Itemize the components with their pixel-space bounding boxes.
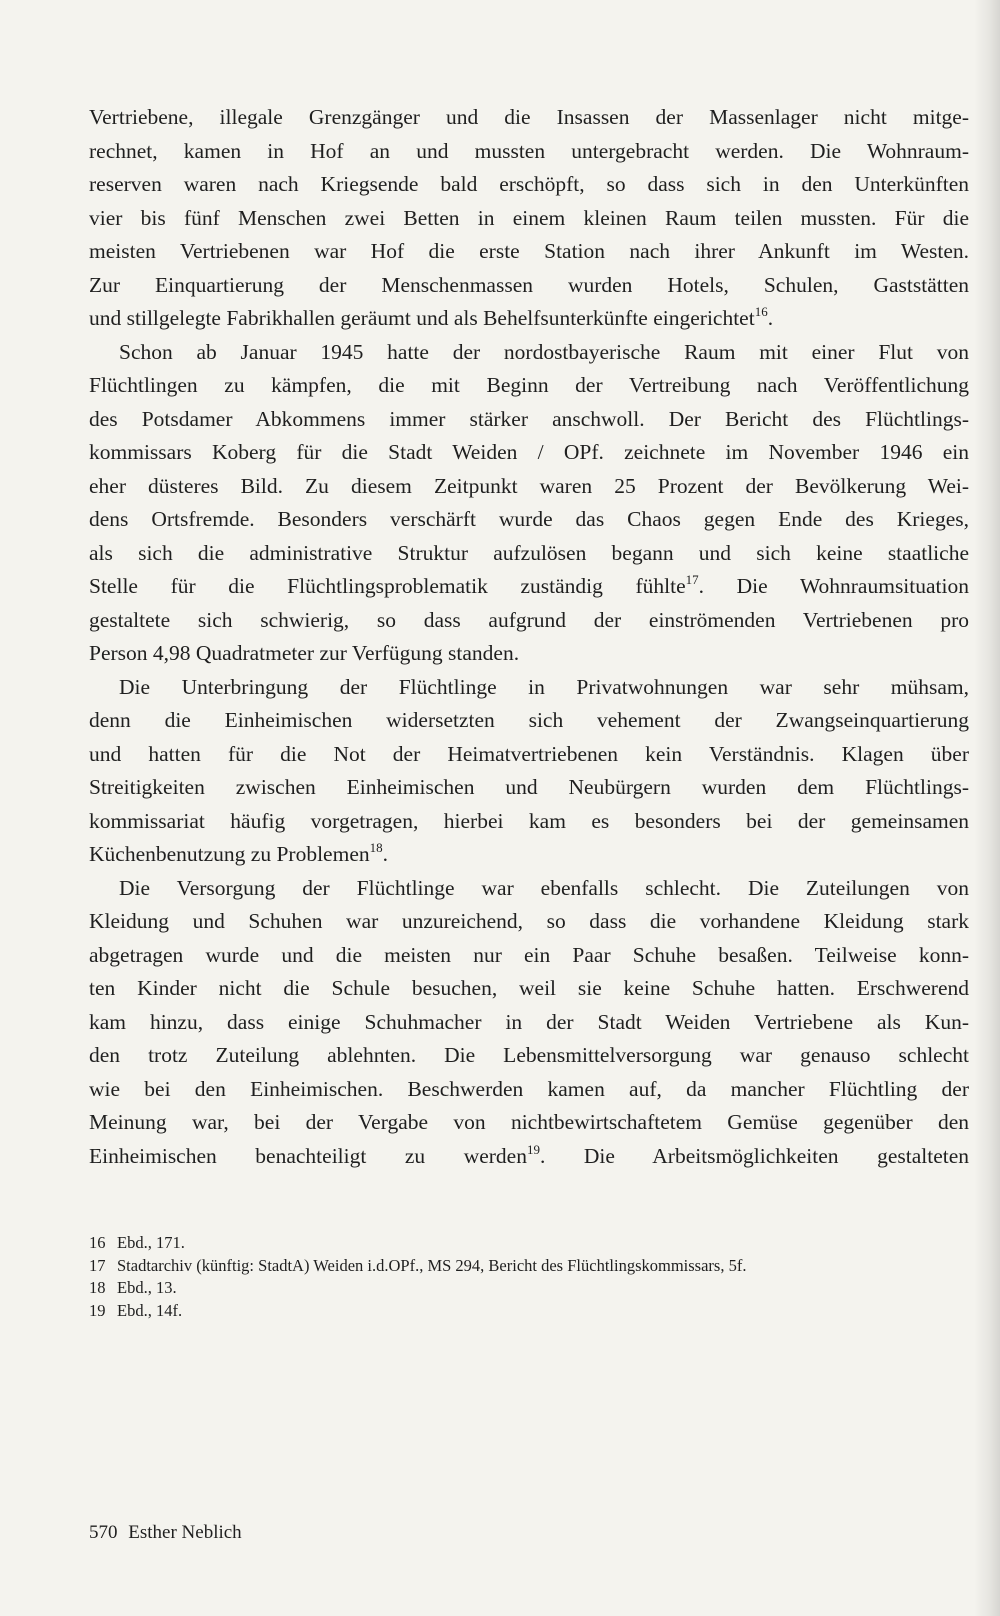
footnote-text: Ebd., 171. [117,1233,185,1252]
line-text: eher düsteres Bild. Zu diesem Zeitpunkt waren 25 Prozent der Bevölkerung Wei- [89,473,969,498]
body-text [89,101,969,1173]
text-line [89,637,969,671]
line-text: Die Unterbringung der Flüchtlinge in Privatwohnungen war sehr mühsam, [119,674,969,699]
text-line [89,101,969,135]
footnote-text: Ebd., 13. [117,1278,177,1297]
line-text-continued: . Die Arbeitsmöglichkeiten gestalteten [539,1143,970,1168]
text-line [89,604,969,638]
footnote [89,1277,969,1300]
line-text: Meinung war, bei der Vergabe von nichtbewirtschaftetem Gemüse gegenüber den [89,1110,969,1134]
line-text: kommissars Koberg für die Stadt Weiden / OPf. zeichnete im November 1946 ein [89,440,969,464]
line-text: reserven waren nach Kriegsende bald erschöpft, so dass sich in den Unterkünften [89,172,969,196]
footnote-reference: 17 [685,572,699,587]
line-text: meisten Vertriebenen war Hof die erste Station nach ihrer Ankunft im Westen. [89,239,969,263]
line-text: dens Ortsfremde. Besonders verschärft wurde das Chaos gegen Ende des Krieges, [89,507,969,531]
text-line [89,872,969,906]
footnotes [89,1232,969,1322]
text-line [89,436,969,470]
footnote-number: 16 [89,1233,106,1252]
text-line [89,537,969,571]
line-text: wie bei den Einheimischen. Beschwerden kamen auf, da mancher Flüchtling der [89,1076,969,1101]
footnote [89,1255,969,1278]
text-line [89,1039,969,1073]
footnote-number: 19 [89,1300,106,1320]
text-line [89,302,969,336]
line-text: Streitigkeiten zwischen Einheimischen und Neubürgern wurden dem Flüchtlings- [89,775,969,799]
line-text: kommissariat häufig vorgetragen, hierbei kam es besonders bei der gemeinsamen [89,808,969,833]
line-text: Flüchtlingen zu kämpfen, die mit Beginn der Vertreibung nach Veröffentlichung [89,373,969,397]
text-line [89,939,969,973]
line-text: ten Kinder nicht die Schule besuchen, weil sie keine Schuhe hatten. Erschwerend [89,976,969,1000]
line-text: vier bis fünf Menschen zwei Betten in einem kleinen Raum teilen mussten. Für die [89,205,969,230]
text-line [89,336,969,370]
text-line [89,403,969,437]
line-text: Einheimischen benachteiligt zu werden [89,1143,527,1168]
text-line [89,1073,969,1107]
text-line [89,1006,969,1040]
footnote-reference: 16 [754,304,768,319]
text-line [89,503,969,537]
line-text: rechnet, kamen in Hof an und mussten untergebracht werden. Die Wohnraum- [89,138,969,163]
footnote [89,1300,969,1323]
footnote-text: Ebd., 14f. [117,1300,183,1320]
text-line [89,972,969,1006]
line-text: kam hinzu, dass einige Schuhmacher in der Stadt Weiden Vertriebene als Kun- [89,1009,969,1034]
line-text: Stelle für die Flüchtlingsproblematik zuständig fühlte [89,574,686,598]
line-text: gestaltete sich schwierig, so dass aufgrund der einströmenden Vertriebenen pro [89,607,969,632]
text-line [89,570,969,604]
line-text: Schon ab Januar 1945 hatte der nordostbayerische Raum mit einer Flut von [119,339,969,364]
text-line [89,738,969,772]
text-line [89,1106,969,1140]
line-text: Die Versorgung der Flüchtlinge war ebenfalls schlecht. Die Zuteilungen von [119,875,969,900]
footnote-reference: 18 [369,840,383,855]
text-line [89,838,969,872]
text-line [89,671,969,705]
footnote-text: Stadtarchiv (künftig: StadtA) Weiden i.d.OPf., MS 294, Bericht des Flüchtlingskommissars, 5f. [117,1255,747,1275]
page-edge-shadow [974,0,1000,1616]
page-number: 570 [89,1522,118,1543]
text-line [89,771,969,805]
footnote [89,1232,969,1255]
running-foot [89,1520,242,1546]
line-text: Vertriebene, illegale Grenzgänger und die Insassen der Massenlager nicht mitge- [89,105,969,129]
line-text-continued: . [767,306,774,330]
line-text: und hatten für die Not der Heimatvertriebenen kein Verständnis. Klagen über [89,741,969,766]
text-line [89,470,969,504]
text-line [89,135,969,169]
line-text: Küchenbenutzung zu Problemen [89,842,370,866]
line-text: des Potsdamer Abkommens immer stärker anschwoll. Der Bericht des Flüchtlings- [89,406,969,431]
text-line [89,1140,969,1174]
text-line [89,168,969,202]
line-text: Person 4,98 Quadratmeter zur Verfügung standen. [89,641,520,665]
text-line [89,269,969,303]
line-text: und stillgelegte Fabrikhallen geräumt und als Behelfsunterkünfte eingerichtet [89,306,755,330]
line-text-continued: . [382,842,388,866]
text-line [89,805,969,839]
line-text: denn die Einheimischen widersetzten sich vehement der Zwangseinquartierung [89,708,969,732]
line-text: den trotz Zuteilung ablehnten. Die Lebensmittelversorgung war genauso schlecht [89,1043,969,1067]
footnote-number: 17 [89,1255,106,1275]
line-text: abgetragen wurde und die meisten nur ein Paar Schuhe besaßen. Teilweise konn- [89,942,969,967]
footnote-reference: 19 [526,1141,540,1157]
line-text-continued: . Die Wohnraumsituation [698,574,969,598]
text-line [89,905,969,939]
line-text: als sich die administrative Struktur aufzulösen begann und sich keine staatliche [89,540,969,565]
text-line [89,202,969,236]
line-text: Kleidung und Schuhen war unzureichend, so dass die vorhandene Kleidung stark [89,909,969,933]
footnote-number: 18 [89,1278,106,1297]
line-text: Zur Einquartierung der Menschenmassen wurden Hotels, Schulen, Gaststätten [89,272,969,297]
text-line [89,369,969,403]
text-line [89,704,969,738]
text-line [89,235,969,269]
author-name: Esther Neblich [128,1522,242,1543]
